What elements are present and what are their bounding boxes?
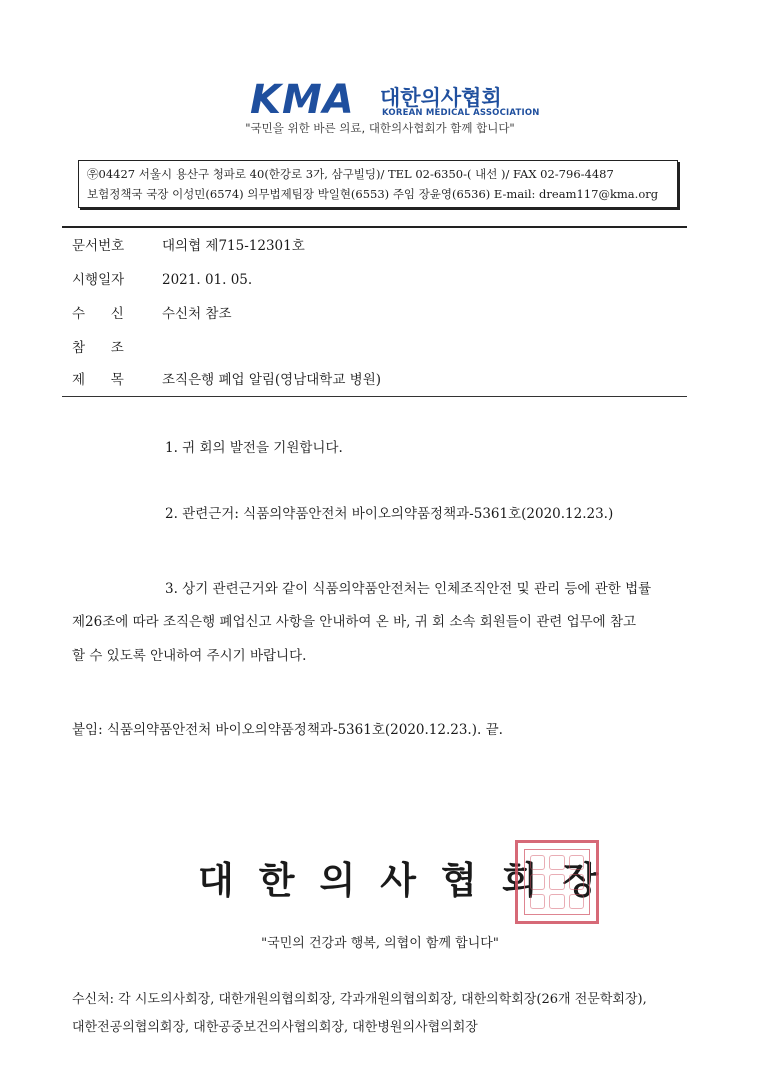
meta-key: 참 조 bbox=[72, 340, 124, 356]
official-seal-stamp bbox=[515, 840, 599, 924]
contact-address-line: ㉾04427 서울시 용산구 청파로 40(한강로 3가, 삼구빌딩)/ TEL 02-6350-( 내선 )/ FAX 02-796-4487 bbox=[87, 167, 614, 181]
closing-slogan: "국민의 건강과 행복, 의협이 함께 합니다" bbox=[261, 936, 499, 951]
org-name-korean: 대한의사협회 bbox=[380, 86, 502, 110]
meta-row-reference bbox=[72, 336, 162, 360]
meta-value: 수신처 참조 bbox=[162, 306, 232, 322]
signature-title: 대한의사협회장 bbox=[198, 858, 624, 902]
paragraph-3-line-2: 제26조에 따라 조직은행 폐업신고 사항을 안내하여 온 바, 귀 회 소속 회원들이 관련 업무에 참고 bbox=[72, 614, 637, 630]
contact-box bbox=[78, 160, 678, 208]
paragraph-2: 2. 관련근거: 식품의약품안전처 바이오의약품정책과-5361호(2020.12.23.) bbox=[165, 506, 614, 522]
meta-key: 시행일자 bbox=[72, 272, 125, 288]
recipients-line-1: 수신처: 각 시도의사회장, 대한개원의협의회장, 각과개원의협의회장, 대한의학회장(26개 전문학회장), bbox=[72, 992, 647, 1007]
kma-logo-mark: KMA bbox=[250, 77, 355, 123]
meta-value: 2021. 01. 05. bbox=[162, 272, 253, 288]
meta-row-doc-number bbox=[72, 234, 305, 258]
meta-top-rule bbox=[62, 226, 687, 228]
meta-row-recipient bbox=[72, 302, 232, 326]
meta-bottom-rule bbox=[62, 396, 687, 397]
recipients-line-2: 대한전공의협의회장, 대한공중보건의사협의회장, 대한병원의사협의회장 bbox=[72, 1020, 478, 1035]
contact-staff-line: 보험정책국 국장 이성민(6574) 의무법제팀장 박일현(6553) 주임 장윤영(6536) E-mail: dream117@kma.org bbox=[87, 187, 659, 201]
paragraph-3-line-1: 3. 상기 관련근거와 같이 식품의약품안전처는 인체조직안전 및 관리 등에 관한 법률 bbox=[165, 581, 652, 597]
header-slogan: "국민을 위한 바른 의료, 대한의사협회가 함께 합니다" bbox=[245, 121, 515, 135]
org-name-english: KOREAN MEDICAL ASSOCIATION bbox=[382, 108, 540, 118]
paragraph-1: 1. 귀 회의 발전을 기원합니다. bbox=[165, 440, 343, 456]
letterhead-logo bbox=[0, 78, 760, 122]
meta-key: 수 신 bbox=[72, 306, 124, 322]
meta-key: 제 목 bbox=[72, 372, 124, 388]
meta-row-date bbox=[72, 268, 252, 292]
paragraph-3-line-3: 할 수 있도록 안내하여 주시기 바랍니다. bbox=[72, 648, 307, 664]
meta-row-subject bbox=[72, 368, 381, 392]
attachment-note: 붙임: 식품의약품안전처 바이오의약품정책과-5361호(2020.12.23.). 끝. bbox=[72, 722, 503, 738]
meta-value: 대의협 제715-12301호 bbox=[162, 238, 305, 254]
meta-value: 조직은행 폐업 알림(영남대학교 병원) bbox=[162, 372, 382, 388]
meta-key: 문서번호 bbox=[72, 238, 125, 254]
